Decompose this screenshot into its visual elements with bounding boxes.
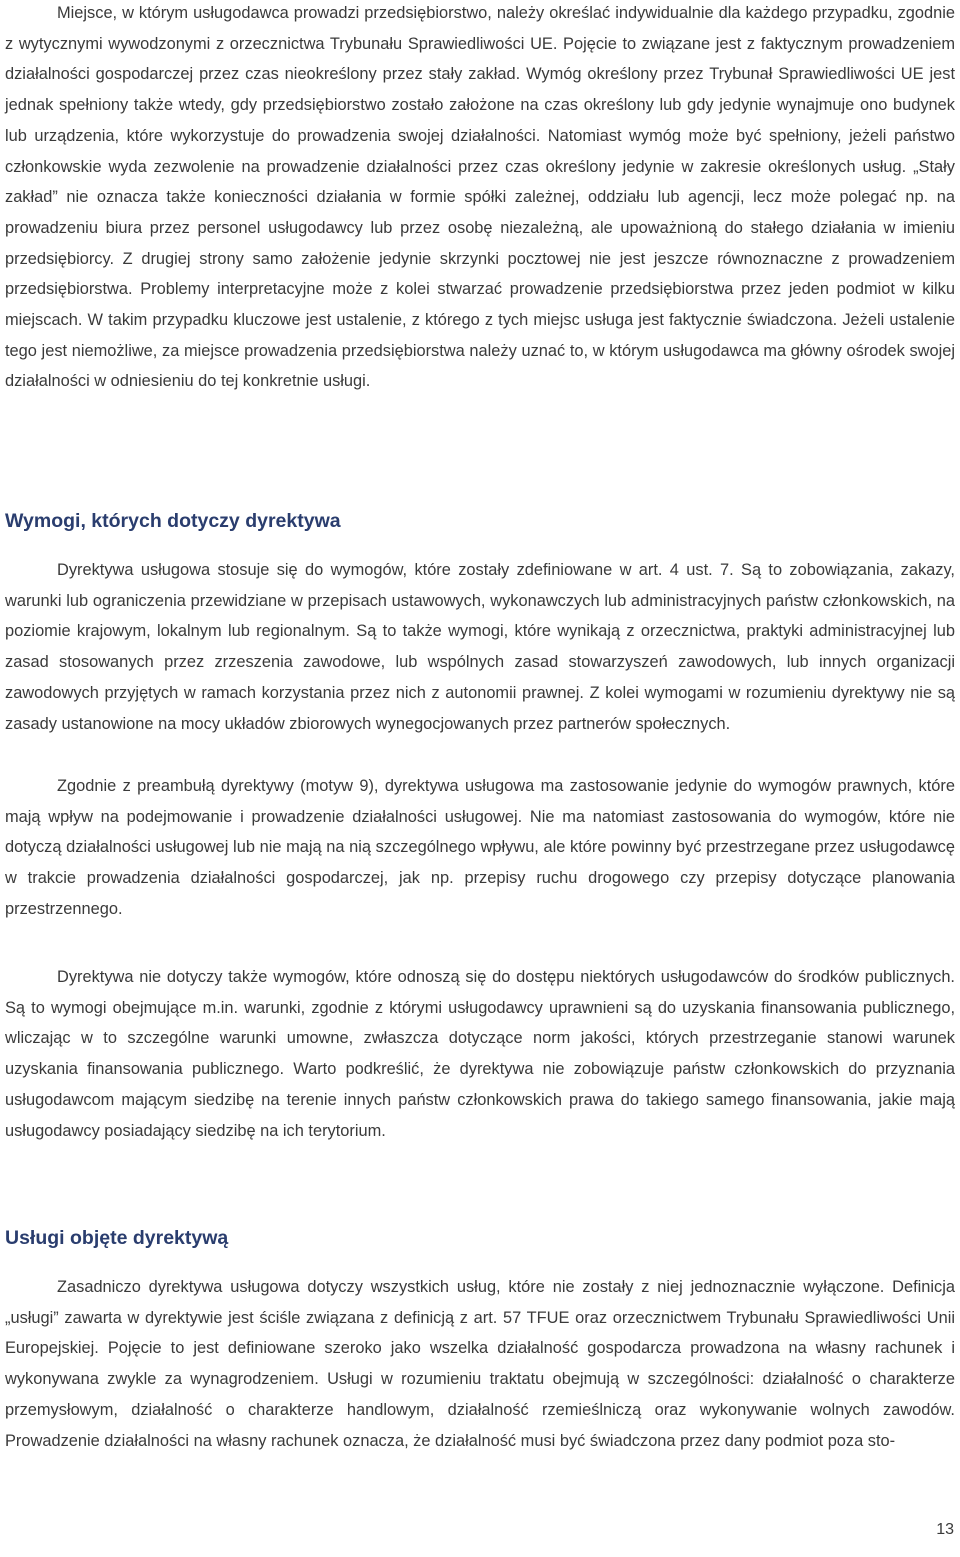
page-number: 13 — [936, 1521, 954, 1538]
paragraph-establishment: Miejsce, w którym usługodawca prowadzi przedsiębiorstwo, należy określać indywidualnie dla każdego przypadku, zgodnie z wytycznymi wywodzonymi z orzecznictwa Trybunału Sprawiedliwości UE. Pojęcie to związane jest z faktycznym prowadzeniem działalności gospodarczej przez czas nieokreślony przez stały zakład. Wymóg określony przez Trybunał Sprawiedliwości UE jest jednak spełniony także wtedy, gdy przedsiębiorstwo zostało założone na czas określony lub gdy jedynie wynajmuje ono budynek lub urządzenia, które wykorzystuje do prowadzenia swojej działalności. Natomiast wymóg może być spełniony, jeżeli państwo członkowskie wyda zezwolenie na prowadzenie działalności przez czas określony jedynie w zakresie określonych usług. „Stały zakład” nie oznacza także konieczności działania w formie spółki zależnej, oddziału lub agencji, lecz może polegać np. na prowadzeniu biura przez personel usługodawcy lub przez osobę niezależną, ale upoważnioną do stałego działania w imieniu przedsiębiorcy. Z drugiej strony samo założenie jedynie skrzynki pocztowej nie jest jeszcze równoznaczne z prowadzeniem przedsiębiorstwa. Problemy interpretacyjne może z kolei stwarzać prowadzenie przedsiębiorstwa przez jeden podmiot w kilku miejscach. W takim przypadku kluczowe jest ustalenie, z którego z tych miejsc usługa jest faktycznie świadczona. Jeżeli ustalenie tego jest niemożliwe, za miejsce prowadzenia przedsiębiorstwa należy uznać to, w którym usługodawca ma główny ośrodek swojej działalności w odniesieniu do tej konkretnie usługi. — [5, 4, 955, 391]
paragraph-requirements-definition: Dyrektywa usługowa stosuje się do wymogów, które zostały zdefiniowane w art. 4 ust. 7. Są to zobowiązania, zakazy, warunki lub ograniczenia przewidziane w przepisach ustawowych, wykonawczych lub administracyjnych państw członkowskich, na poziomie krajowym, lokalnym lub regionalnym. Są to także wymogi, które wynikają z orzecznictwa, praktyki administracyjnej lub zasad stosowanych przez zrzeszenia zawodowe, lub wspólnych zasad stowarzyszeń zawodowych, lub innych organizacji zawodowych przyjętych w ramach korzystania przez nich z autonomii prawnej. Z kolei wymogami w rozumieniu dyrektywy nie są zasady ustanowione na mocy układów zbiorowych wynegocjowanych przez partnerów społecznych. — [5, 561, 955, 733]
section-heading-requirements: Wymogi, których dotyczy dyrektywa — [5, 510, 341, 532]
paragraph-public-funds: Dyrektywa nie dotyczy także wymogów, które odnoszą się do dostępu niektórych usługodawców do środków publicznych. Są to wymogi obejmujące m.in. warunki, zgodnie z którymi usługodawcy uprawnieni są do uzyskania finansowania publicznego, wliczając w to szczególne warunki umowne, zwłaszcza dotyczące norm jakości, których przestrzeganie stanowi warunek uzyskania finansowania publicznego. Warto podkreślić, że dyrektywa nie zobowiązuje państw członkowskich do przyznania usługodawcom mającym siedzibę na terenie innych państw członkowskich prawa do takiego samego finansowania, jakie mają usługodawcy posiadający siedzibę na ich terytorium. — [5, 968, 955, 1140]
section-heading-services-covered: Usługi objęte dyrektywą — [5, 1227, 229, 1249]
paragraph-services-definition: Zasadniczo dyrektywa usługowa dotyczy wszystkich usług, które nie zostały z niej jednoznacznie wyłączone. Definicja „usługi” zawarta w dyrektywie jest ściśle związana z definicją z art. 57 TFUE oraz orzecznictwem Trybunału Sprawiedliwości Unii Europejskiej. Pojęcie to jest definiowane szeroko jako wszelka działalność gospodarcza prowadzona na własny rachunek i wykonywana zwykle za wynagrodzeniem. Usługi w rozumieniu traktatu obejmują w szczególności: działalność o charakterze przemysłowym, działalność o charakterze handlowym, działalność rzemieślniczą oraz wykonywanie wolnych zawodów. Prowadzenie działalności na własny rachunek oznacza, że działalność musi być świadczona przez dany podmiot poza sto- — [5, 1278, 955, 1450]
paragraph-preamble: Zgodnie z preambułą dyrektywy (motyw 9), dyrektywa usługowa ma zastosowanie jedynie do wymogów prawnych, które mają wpływ na podejmowanie i prowadzenie działalności usługowej. Nie ma natomiast zastosowania do wymogów, które nie dotyczą działalności usługowej lub nie mają na nią szczególnego wpływu, ale które powinny być przestrzegane przez usługodawcę w trakcie prowadzenia działalności gospodarczej, jak np. przepisy ruchu drogowego czy przepisy dotyczące planowania przestrzennego. — [5, 777, 955, 918]
